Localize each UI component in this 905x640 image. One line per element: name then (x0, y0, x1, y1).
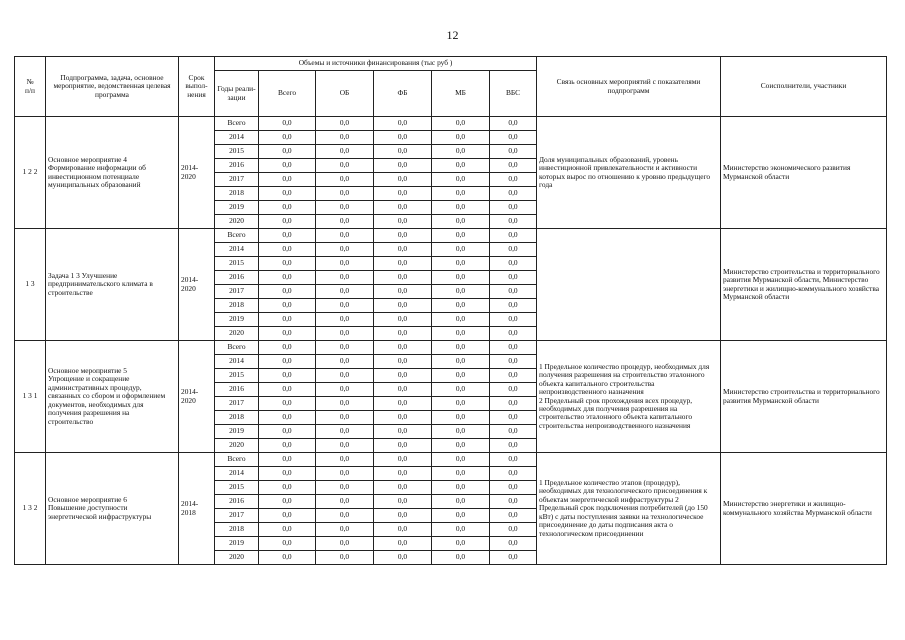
value-cell: 0,0 (316, 537, 374, 551)
value-cell: 0,0 (259, 467, 316, 481)
value-cell: 0,0 (259, 313, 316, 327)
value-cell: 0,0 (374, 313, 432, 327)
value-cell: 0,0 (374, 453, 432, 467)
value-cell: 0,0 (432, 313, 490, 327)
year-cell: 2016 (215, 495, 259, 509)
value-cell: 0,0 (374, 537, 432, 551)
value-cell: 0,0 (432, 551, 490, 565)
value-cell: 0,0 (316, 397, 374, 411)
value-cell: 0,0 (374, 131, 432, 145)
value-cell: 0,0 (432, 257, 490, 271)
value-cell: 0,0 (316, 215, 374, 229)
value-cell: 0,0 (432, 243, 490, 257)
link-cell: 1 Предельное количество процедур, необходимых для получения разрешения на строительство эталонного объекта капитального строительства непроизводственного назначения 2 Предельный срок прохождения всех процедур, необходимых для получения разрешения на строительство эталонного объекта капитального строительства непроизводственного назначения (537, 341, 721, 453)
participants-cell: Министерство энергетики и жилищно-коммунального хозяйства Мурманской области (721, 453, 887, 565)
value-cell: 0,0 (374, 467, 432, 481)
value-cell: 0,0 (490, 187, 537, 201)
value-cell: 0,0 (374, 299, 432, 313)
link-cell: 1 Предельное количество этапов (процедур), необходимых для технологического присоединения к объектам энергетической инфраструктуры 2 Предельный срок подключения потребителей (до 150 кВт) с даты поступления заявки на технологическое присоединение до даты подписания акта о технологическом присоединении (537, 453, 721, 565)
value-cell: 0,0 (374, 145, 432, 159)
value-cell: 0,0 (374, 271, 432, 285)
page-number: 12 (446, 28, 459, 42)
row-number: 1 3 2 (15, 453, 46, 565)
value-cell: 0,0 (316, 327, 374, 341)
value-cell: 0,0 (374, 229, 432, 243)
value-cell: 0,0 (432, 299, 490, 313)
value-cell: 0,0 (259, 243, 316, 257)
value-cell: 0,0 (432, 187, 490, 201)
value-cell: 0,0 (490, 145, 537, 159)
value-cell: 0,0 (490, 313, 537, 327)
value-cell: 0,0 (432, 383, 490, 397)
value-cell: 0,0 (259, 327, 316, 341)
value-cell: 0,0 (490, 299, 537, 313)
value-cell: 0,0 (432, 453, 490, 467)
year-cell: Всего (215, 117, 259, 131)
year-cell: 2014 (215, 243, 259, 257)
value-cell: 0,0 (432, 467, 490, 481)
header-funding-group: Объемы и источники финансирования (тыс руб ) (215, 57, 537, 71)
value-cell: 0,0 (259, 495, 316, 509)
value-cell: 0,0 (316, 117, 374, 131)
value-cell: 0,0 (259, 229, 316, 243)
value-cell: 0,0 (490, 369, 537, 383)
value-cell: 0,0 (374, 411, 432, 425)
program-cell: Основное мероприятие 6 Повышение доступности энергетической инфраструктуры (46, 453, 179, 565)
value-cell: 0,0 (316, 187, 374, 201)
value-cell: 0,0 (432, 439, 490, 453)
value-cell: 0,0 (374, 341, 432, 355)
row-number: 1 3 (15, 229, 46, 341)
value-cell: 0,0 (490, 383, 537, 397)
value-cell: 0,0 (490, 215, 537, 229)
value-cell: 0,0 (374, 159, 432, 173)
year-cell: 2020 (215, 327, 259, 341)
value-cell: 0,0 (432, 369, 490, 383)
value-cell: 0,0 (374, 551, 432, 565)
value-cell: 0,0 (374, 397, 432, 411)
header-link: Связь основных мероприятий с показателями подпрограмм (537, 57, 721, 117)
value-cell: 0,0 (432, 173, 490, 187)
year-cell: 2020 (215, 215, 259, 229)
table-row (15, 229, 887, 243)
value-cell: 0,0 (259, 369, 316, 383)
value-cell: 0,0 (259, 355, 316, 369)
value-cell: 0,0 (259, 481, 316, 495)
header-num: № п/п (15, 57, 46, 117)
value-cell: 0,0 (374, 355, 432, 369)
value-cell: 0,0 (316, 355, 374, 369)
value-cell: 0,0 (490, 453, 537, 467)
year-cell: 2015 (215, 257, 259, 271)
value-cell: 0,0 (259, 453, 316, 467)
header-years: Годы реали-зации (215, 71, 259, 117)
value-cell: 0,0 (259, 551, 316, 565)
value-cell: 0,0 (432, 285, 490, 299)
term-cell: 2014- 2020 (179, 229, 215, 341)
year-cell: 2019 (215, 425, 259, 439)
year-cell: 2016 (215, 383, 259, 397)
value-cell: 0,0 (490, 327, 537, 341)
value-cell: 0,0 (259, 201, 316, 215)
value-cell: 0,0 (374, 173, 432, 187)
table-row (15, 341, 887, 355)
year-cell: 2015 (215, 145, 259, 159)
year-cell: 2019 (215, 537, 259, 551)
value-cell: 0,0 (316, 313, 374, 327)
value-cell: 0,0 (259, 299, 316, 313)
value-cell: 0,0 (259, 341, 316, 355)
term-cell: 2014- 2020 (179, 117, 215, 229)
participants-cell: Министерство строительства и территориального развития Мурманской области, Министерство энергетики и жилищно-коммунального хозяйства Мурманской области (721, 229, 887, 341)
value-cell: 0,0 (259, 285, 316, 299)
value-cell: 0,0 (432, 523, 490, 537)
year-cell: 2016 (215, 159, 259, 173)
term-cell: 2014- 2020 (179, 341, 215, 453)
value-cell: 0,0 (259, 439, 316, 453)
year-cell: 2018 (215, 187, 259, 201)
value-cell: 0,0 (432, 411, 490, 425)
year-cell: Всего (215, 453, 259, 467)
value-cell: 0,0 (432, 397, 490, 411)
value-cell: 0,0 (432, 495, 490, 509)
value-cell: 0,0 (316, 523, 374, 537)
value-cell: 0,0 (432, 425, 490, 439)
value-cell: 0,0 (490, 439, 537, 453)
value-cell: 0,0 (432, 201, 490, 215)
value-cell: 0,0 (374, 481, 432, 495)
row-number: 1 3 1 (15, 341, 46, 453)
program-cell: Основное мероприятие 5 Упрощение и сокращение административных процедур, связанных со сбором и оформлением документов, необходимых для получения разрешения на строительство (46, 341, 179, 453)
value-cell: 0,0 (316, 173, 374, 187)
value-cell: 0,0 (316, 229, 374, 243)
value-cell: 0,0 (374, 215, 432, 229)
value-cell: 0,0 (316, 257, 374, 271)
value-cell: 0,0 (259, 215, 316, 229)
value-cell: 0,0 (316, 509, 374, 523)
value-cell: 0,0 (316, 145, 374, 159)
value-cell: 0,0 (316, 369, 374, 383)
value-cell: 0,0 (432, 271, 490, 285)
value-cell: 0,0 (432, 355, 490, 369)
value-cell: 0,0 (374, 117, 432, 131)
value-cell: 0,0 (490, 467, 537, 481)
header-total: Всего (259, 71, 316, 117)
program-cell: Задача 1 3 Улучшение предпринимательского климата в строительстве (46, 229, 179, 341)
year-cell: 2019 (215, 201, 259, 215)
year-cell: 2017 (215, 173, 259, 187)
year-cell: 2020 (215, 439, 259, 453)
value-cell: 0,0 (316, 201, 374, 215)
value-cell: 0,0 (374, 243, 432, 257)
year-cell: 2014 (215, 467, 259, 481)
table-row (15, 453, 887, 467)
value-cell: 0,0 (374, 523, 432, 537)
year-cell: 2017 (215, 285, 259, 299)
value-cell: 0,0 (316, 271, 374, 285)
value-cell: 0,0 (490, 397, 537, 411)
header-mb: МБ (432, 71, 490, 117)
value-cell: 0,0 (374, 201, 432, 215)
funding-table (14, 56, 887, 565)
year-cell: 2016 (215, 271, 259, 285)
value-cell: 0,0 (259, 397, 316, 411)
value-cell: 0,0 (490, 159, 537, 173)
value-cell: 0,0 (374, 383, 432, 397)
value-cell: 0,0 (490, 411, 537, 425)
header-vbs: ВБС (490, 71, 537, 117)
value-cell: 0,0 (374, 509, 432, 523)
value-cell: 0,0 (316, 299, 374, 313)
value-cell: 0,0 (259, 383, 316, 397)
value-cell: 0,0 (374, 369, 432, 383)
year-cell: 2014 (215, 355, 259, 369)
value-cell: 0,0 (374, 187, 432, 201)
year-cell: 2015 (215, 481, 259, 495)
value-cell: 0,0 (490, 229, 537, 243)
value-cell: 0,0 (259, 537, 316, 551)
value-cell: 0,0 (259, 159, 316, 173)
participants-cell: Министерство строительства и территориального развития Мурманской области (721, 341, 887, 453)
value-cell: 0,0 (316, 453, 374, 467)
value-cell: 0,0 (432, 215, 490, 229)
value-cell: 0,0 (432, 509, 490, 523)
value-cell: 0,0 (490, 173, 537, 187)
value-cell: 0,0 (316, 439, 374, 453)
value-cell: 0,0 (374, 439, 432, 453)
header-fb: ФБ (374, 71, 432, 117)
value-cell: 0,0 (490, 117, 537, 131)
value-cell: 0,0 (316, 131, 374, 145)
value-cell: 0,0 (259, 145, 316, 159)
row-number: 1 2 2 (15, 117, 46, 229)
value-cell: 0,0 (374, 495, 432, 509)
value-cell: 0,0 (259, 523, 316, 537)
value-cell: 0,0 (432, 537, 490, 551)
value-cell: 0,0 (432, 117, 490, 131)
year-cell: 2019 (215, 313, 259, 327)
year-cell: 2018 (215, 411, 259, 425)
value-cell: 0,0 (316, 285, 374, 299)
table-row (15, 117, 887, 131)
value-cell: 0,0 (490, 271, 537, 285)
year-cell: 2014 (215, 131, 259, 145)
year-cell: 2015 (215, 369, 259, 383)
value-cell: 0,0 (259, 131, 316, 145)
year-cell: Всего (215, 341, 259, 355)
value-cell: 0,0 (374, 285, 432, 299)
value-cell: 0,0 (316, 243, 374, 257)
value-cell: 0,0 (259, 173, 316, 187)
year-cell: 2017 (215, 509, 259, 523)
link-cell (537, 229, 721, 341)
value-cell: 0,0 (432, 229, 490, 243)
program-cell: Основное мероприятие 4 Формирование информации об инвестиционном потенциале муниципальных образований (46, 117, 179, 229)
value-cell: 0,0 (490, 425, 537, 439)
value-cell: 0,0 (316, 383, 374, 397)
value-cell: 0,0 (259, 257, 316, 271)
value-cell: 0,0 (490, 285, 537, 299)
value-cell: 0,0 (259, 425, 316, 439)
term-cell: 2014- 2018 (179, 453, 215, 565)
value-cell: 0,0 (432, 131, 490, 145)
year-cell: Всего (215, 229, 259, 243)
table-body (15, 117, 887, 565)
value-cell: 0,0 (490, 243, 537, 257)
year-cell: 2020 (215, 551, 259, 565)
value-cell: 0,0 (490, 495, 537, 509)
header-term: Срок выпол-нения (179, 57, 215, 117)
value-cell: 0,0 (490, 537, 537, 551)
value-cell: 0,0 (432, 145, 490, 159)
value-cell: 0,0 (316, 551, 374, 565)
value-cell: 0,0 (432, 327, 490, 341)
value-cell: 0,0 (432, 341, 490, 355)
value-cell: 0,0 (316, 481, 374, 495)
value-cell: 0,0 (432, 159, 490, 173)
value-cell: 0,0 (374, 327, 432, 341)
value-cell: 0,0 (259, 117, 316, 131)
value-cell: 0,0 (490, 131, 537, 145)
participants-cell: Министерство экономического развития Мурманской области (721, 117, 887, 229)
value-cell: 0,0 (374, 257, 432, 271)
value-cell: 0,0 (316, 425, 374, 439)
value-cell: 0,0 (259, 509, 316, 523)
value-cell: 0,0 (316, 495, 374, 509)
value-cell: 0,0 (490, 551, 537, 565)
link-cell: Доля муниципальных образований, уровень инвестиционной привлекательности и активности которых вырос по отношению к уровню предыдущего года (537, 117, 721, 229)
header-participants: Соисполнители, участники (721, 57, 887, 117)
value-cell: 0,0 (374, 425, 432, 439)
value-cell: 0,0 (259, 411, 316, 425)
value-cell: 0,0 (259, 187, 316, 201)
year-cell: 2018 (215, 523, 259, 537)
value-cell: 0,0 (259, 271, 316, 285)
value-cell: 0,0 (316, 341, 374, 355)
header-program: Подпрограмма, задача, основное мероприятие, ведомственная целевая программа (46, 57, 179, 117)
value-cell: 0,0 (316, 159, 374, 173)
value-cell: 0,0 (490, 481, 537, 495)
value-cell: 0,0 (316, 467, 374, 481)
value-cell: 0,0 (490, 257, 537, 271)
value-cell: 0,0 (490, 341, 537, 355)
value-cell: 0,0 (490, 355, 537, 369)
year-cell: 2017 (215, 397, 259, 411)
value-cell: 0,0 (316, 411, 374, 425)
value-cell: 0,0 (432, 481, 490, 495)
value-cell: 0,0 (490, 523, 537, 537)
header-ob: ОБ (316, 71, 374, 117)
value-cell: 0,0 (490, 201, 537, 215)
year-cell: 2018 (215, 299, 259, 313)
value-cell: 0,0 (490, 509, 537, 523)
